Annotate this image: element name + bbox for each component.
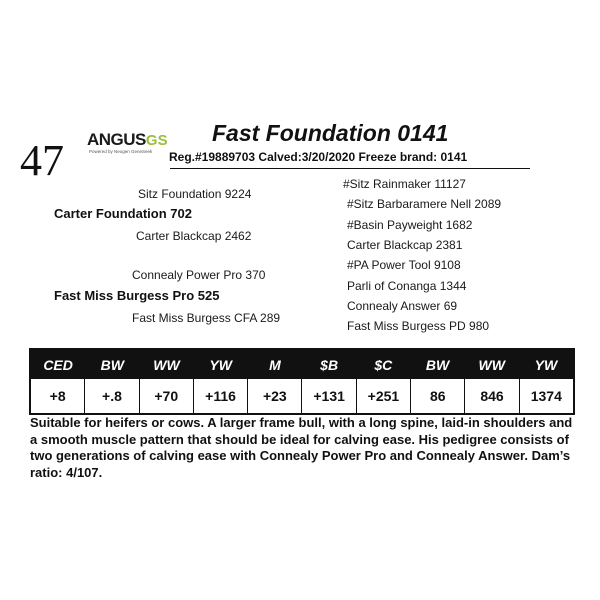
epd-value-ww: +70 — [139, 379, 193, 413]
epd-value-actual-bw: 86 — [410, 379, 464, 413]
ancestor: Fast Miss Burgess PD 980 — [347, 319, 490, 333]
epd-header-yw: YW — [209, 356, 232, 373]
epd-header-ww: WW — [153, 356, 180, 373]
dam-dam: Fast Miss Burgess CFA 289 — [132, 311, 281, 325]
animal-name: Fast Foundation 0141 — [212, 120, 449, 146]
ancestor: #Sitz Rainmaker 11127 — [343, 177, 466, 191]
sire: Carter Foundation 702 — [54, 206, 192, 221]
dam: Fast Miss Burgess Pro 525 — [54, 288, 220, 303]
lot-number: 47 — [20, 136, 64, 185]
epd-header-actual-ww: WW — [478, 356, 505, 373]
epd-value-bw: +.8 — [84, 379, 138, 413]
epd-value-b: +131 — [301, 379, 355, 413]
epd-header-bw: BW — [100, 356, 124, 373]
epd-header-row — [31, 350, 573, 379]
epd-value-yw: +116 — [193, 379, 247, 413]
epd-header-b: $B — [320, 356, 339, 373]
epd-value-m: +23 — [247, 379, 301, 413]
epd-table — [29, 348, 575, 415]
ancestor: #Basin Payweight 1682 — [347, 218, 473, 232]
epd-value-actual-ww: 846 — [464, 379, 518, 413]
registration-line: Reg.#19889703 Calved:3/20/2020 Freeze brand: 0141 — [169, 150, 468, 164]
angus-gs-logo — [87, 130, 179, 162]
epd-value-actual-yw: 1374 — [519, 379, 573, 413]
ancestor: #Sitz Barbaramere Nell 2089 — [347, 197, 502, 211]
epd-header-c: $C — [374, 356, 393, 373]
sire-sire: Sitz Foundation 9224 — [138, 187, 252, 201]
epd-header-m: M — [269, 356, 281, 373]
epd-header-actual-yw: YW — [534, 356, 558, 373]
dam-sire: Connealy Power Pro 370 — [132, 268, 266, 282]
logo-text: ANGUS — [87, 130, 146, 149]
logo-accent-text: GS — [145, 132, 168, 149]
title-underline — [170, 168, 530, 169]
epd-value-c: +251 — [356, 379, 410, 413]
sire-dam: Carter Blackcap 2462 — [136, 229, 252, 243]
epd-value-row — [31, 379, 573, 413]
description-text: Suitable for heifers or cows. A larger frame bull, with a long spine, laid-in shoulders and a smooth muscle pattern that should be ideal for calving ease. His pedigree consists of two generations of calving ease with Connealy Power Pro and Connealy Answer. Dam’s ratio: 4/107. — [30, 415, 573, 480]
epd-value-ced: +8 — [49, 388, 66, 404]
epd-header-actual-bw: BW — [425, 356, 450, 373]
ancestor: #PA Power Tool 9108 — [347, 258, 461, 272]
ancestor: Carter Blackcap 2381 — [347, 238, 463, 252]
ancestor: Parli of Conanga 1344 — [347, 279, 467, 293]
epd-header-ced: CED — [43, 356, 73, 373]
logo-subtext: Powered by Neogen GeneSeek — [89, 149, 153, 154]
ancestor: Connealy Answer 69 — [347, 299, 458, 313]
